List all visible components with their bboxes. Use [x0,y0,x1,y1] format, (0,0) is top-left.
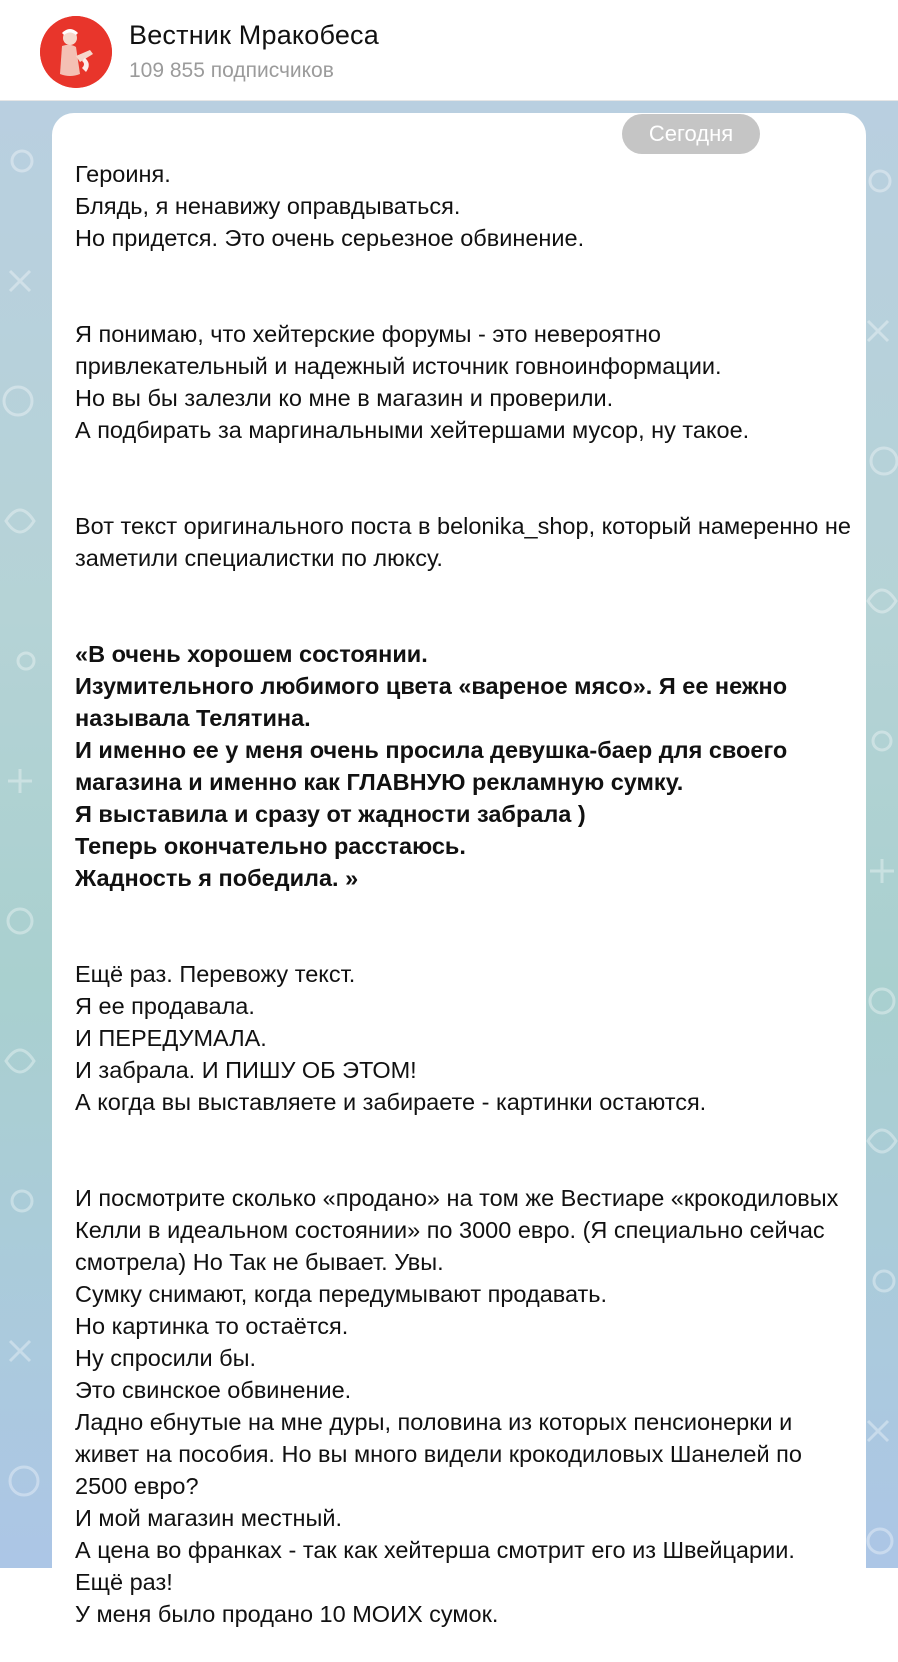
channel-avatar[interactable] [40,16,112,88]
paragraph: Ещё раз. Перевожу текст. Я ее продавала. И ПЕРЕДУМАЛА. И забрала. И ПИШУ ОБ ЭТОМ! А когда вы выставляете и забираете - картинки остаются. [75,961,707,1115]
channel-title: Вестник Мракобеса [129,20,379,50]
subscriber-count: 109 855 подписчиков [129,59,334,82]
paragraph: Я понимаю, что хейтерские форумы - это невероятно привлекательный и надежный источник говноинформации. Но вы бы залезли ко мне в магазин и проверили. А подбирать за маргинальными хейтершами мусор, ну такое. [75,321,750,443]
channel-header[interactable] [0,0,898,101]
paragraph: Вот текст оригинального поста в belonika_shop, который намеренно не заметили специалистки по люксу. [75,513,851,571]
paragraph: И посмотрите сколько «продано» на том же Вестиаре «крокодиловых Келли в идеальном состоянии» по 3000 евро. (Я специально сейчас смотрела) Но Так не бывает. Увы. Сумку снимают, когда передумывают продавать. Но картинка то остаётся. Ну спросили бы. Это свинское обвинение. Ладно ебнутые на мне дуры, половина из которых пенсионерки и живет на пособия. Но вы много видели крокодиловых Шанелей по 2500 евро? И мой магазин местный. А цена во франках - так как хейтерша смотрит его из Швейцарии. Ещё раз! У меня было продано 10 МОИХ сумок. [75,1185,839,1627]
date-badge: Сегодня [622,114,760,154]
avatar-illustration-icon [40,16,112,88]
message-text [75,126,855,1662]
paragraph: Героиня. Блядь, я ненавижу оправдываться. Но придется. Это очень серьезное обвинение. [75,161,585,251]
quoted-paragraph: «В очень хорошем состоянии. Изумительного любимого цвета «вареное мясо». Я ее нежно называла Телятина. И именно ее у меня очень просила девушка-баер для своего магазина и именно как ГЛАВНУЮ рекламную сумку. Я выставила и сразу от жадности забрала ) Теперь окончательно расстаюсь. Жадность я победила. » [75,641,788,891]
